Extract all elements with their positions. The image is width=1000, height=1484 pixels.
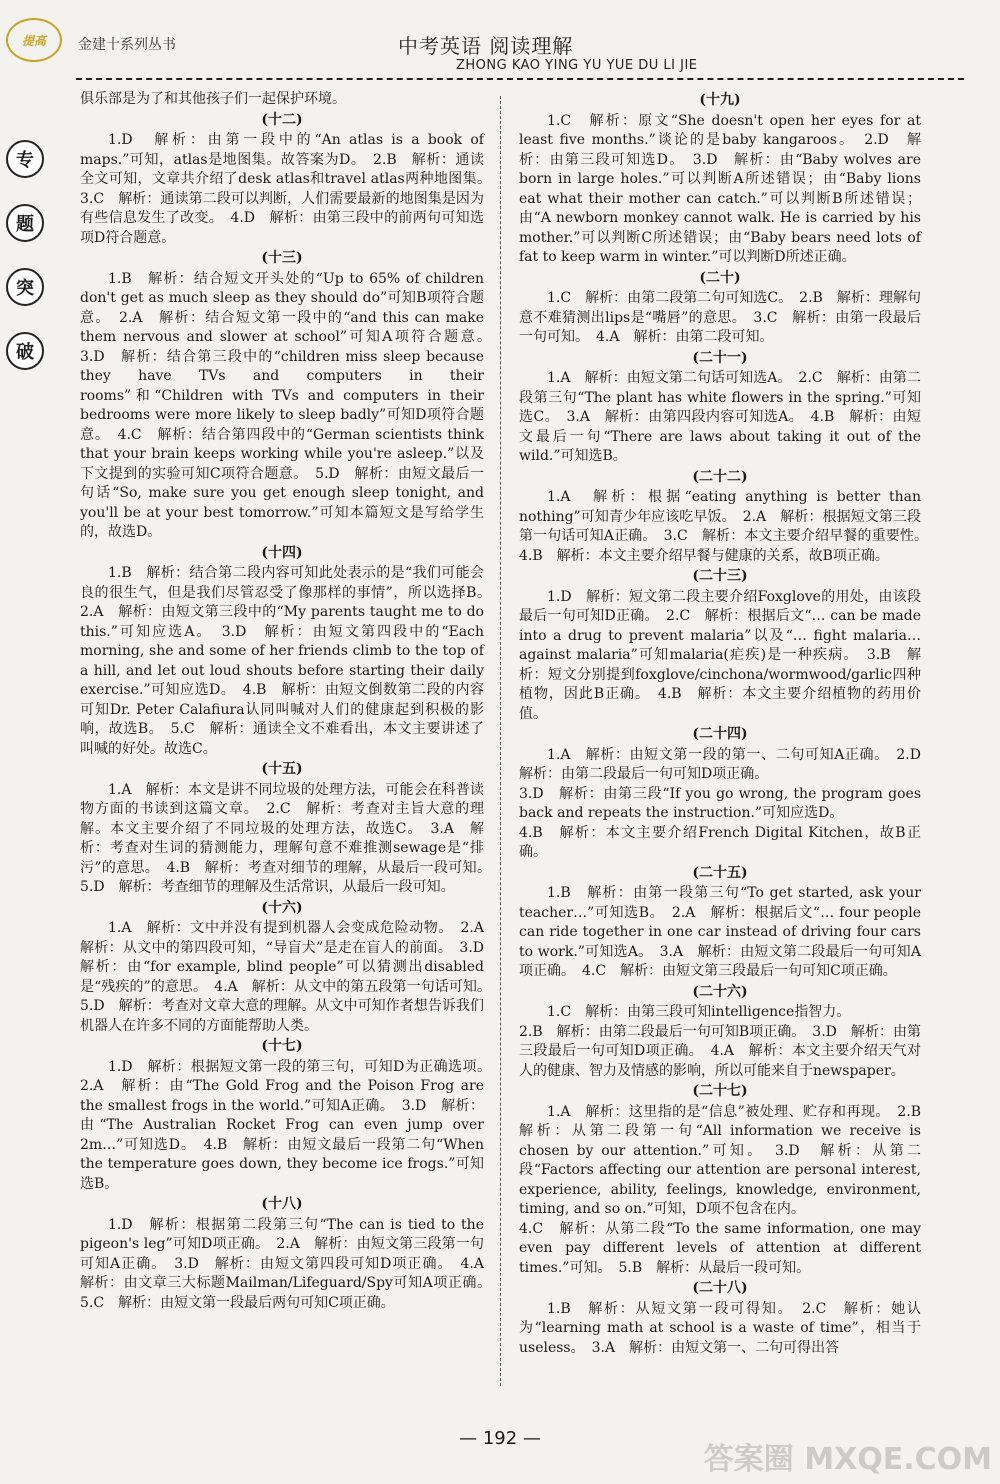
answer-paragraph: 1.C 解析：由第二段第二句可知选C。 2.B 解析：理解句意不难猜测出lips是“嘴唇”的意思。 3.C 解析：由第一段最后一句可知。 4.A 解析：由第二段可知。: [519, 290, 921, 345]
section-title: (二十): [699, 269, 741, 286]
section-title: (二十二): [692, 468, 748, 485]
column-divider: [500, 96, 501, 1386]
left-column: [80, 90, 498, 1313]
answer-paragraph: 1.A 解析：根据“eating anything is better than nothing”可知青少年应该吃早饭。 2.A 解析：根据短文第三段第一句话可知A正确。 3.C 解析：本文主要介绍早餐的重要性。 4.B 解析：本文主要介绍早餐与健康的关系，故B项正确。: [519, 489, 935, 564]
logo-text: 提高: [21, 33, 46, 48]
section-title: (十七): [261, 1038, 303, 1054]
header-rule: [76, 78, 964, 80]
section-title: (十三): [261, 250, 303, 266]
side-tab: 题: [6, 204, 44, 242]
section-title: (十五): [261, 761, 303, 777]
side-tab: 专: [6, 140, 44, 178]
section-title: (二十五): [692, 864, 748, 881]
answer-paragraph: 1.D 解析：由第一段中的“An atlas is a book of maps.”可知，atlas是地图集。故答案为D。 2.B 解析：通读全文可知，文章共介绍了desk atlas和travel atlas两种地图集。 3.C 解析：通读第二段可以判断，人们需要最新的地图集是因为有些信息发生了改变。 4.D 解析：由第三段中的前两句可知选项D符合题意。: [80, 132, 498, 246]
answer-paragraph: 1.A 解析：由短文第二句话可知选A。 2.C 解析：由第二段第三句“The plant has white flowers in the spring.”可知选C。 3.A 解析：由第四段内容可知选A。 4.B 解析：由短文最后一句“There are laws about taking it out of the wild.”可知选B。: [519, 370, 921, 464]
series-name: 金建十系列丛书: [78, 37, 176, 53]
section-title: (十二): [261, 111, 303, 128]
page-header: [0, 0, 1000, 88]
answer-paragraph: 1.D 解析：短文第二段主要介绍Foxglove的用处，由该段最后一句可知D正确。 2.C 解析：根据后文“… can be made into a drug to prevent malaria”以及“… fight malaria… against malaria”可知malaria(疟疾)是一种疾病。 3.B 解析：短文分别提到foxglove/cinchona/wormwood/garlic四种植物，因此B正确。 4.B 解析：本文主要介绍植物的药用价值。: [519, 588, 921, 722]
right-column: [519, 90, 935, 1358]
section-title: (十四): [261, 544, 303, 561]
answer-paragraph: 4.B 解析：本文主要介绍French Digital Kitchen，故B正确。: [519, 824, 921, 860]
page-number: — 192 —: [459, 1428, 541, 1449]
section-title: (二十八): [692, 1280, 748, 1296]
section-title: (二十一): [692, 349, 748, 366]
answer-paragraph: 1.D 解析：根据短文第一段的第三句，可知D为正确选项。 2.A 解析：由“The Gold Frog and the Poison Frog are the smallest frogs in the world.”可知A正确。 3.D 解析：由“The Australian Rocket Frog can even jump over 2m…”可知选D。 4.B 解析：由短文最后一段第二句“When the temperature goes down, they become ice frogs.”可知选B。: [80, 1058, 498, 1192]
watermark: 答案圈 MXQE.COM: [703, 1442, 992, 1477]
answer-paragraph: 1.A 解析：文中并没有提到机器人会变成危险动物。 2.A 解析：从文中的第四段可知，“导盲犬”是走在盲人的前面。 3.D 解析：由“for example, blind people”可以猜测出disabled是“残疾的”的意思。 4.A 解析：从文中的第五段第一句话可知。 5.D 解析：考查对文章大意的理解。从文中可知作者想告诉我们机器人在许多不同的方面能帮助人类。: [80, 920, 498, 1034]
book-title: 中考英语 阅读理解: [398, 34, 574, 58]
answer-paragraph: 2.B 解析：由第二段最后一句可知B项正确。 3.D 解析：由第三段最后一句可知D项正确。 4.A 解析：本文主要介绍天气对人的健康、智力及情感的影响，所以可能来自于newspaper。: [519, 1023, 921, 1079]
answer-paragraph: 1.C 解析：由第三段可知intelligence指智力。: [547, 1004, 851, 1020]
section-title: (二十六): [692, 983, 748, 1000]
answer-paragraph: 1.A 解析：本文是讲不同垃圾的处理方法，可能会在科普读物方面的书读到这篇文章。 2.C 解析：考查对主旨大意的理解。本文主要介绍了不同垃圾的处理方法，故选C。 3.A 解析：考查对生词的猜测能力，理解句意不难推测sewage是“排污”的意思。 4.B 解析：考查对细节的理解，从最后一段可知。 5.D 解析：考查细节的理解及生活常识，从最后一段可知。: [80, 781, 498, 895]
answer-paragraph: 3.D 解析：由第三段“If you go wrong, the program goes back and repeats the instruction.”可知应选D。: [519, 785, 921, 821]
series-logo: [6, 18, 62, 62]
answer-paragraph: 4.C 解析：从第二段“To the same information, one may even pay different levels of attention at different times.”可知。 5.B 解析：从最后一段可知。: [519, 1220, 921, 1276]
section-title: (二十四): [692, 726, 748, 742]
answer-paragraph: 1.B 解析：结合第二段内容可知此处表示的是“我们可能会良的很生气，但是我们尽管忍受了像那样的事情”，所以选择B。 2.A 解析：由短文第三段中的“My parents taught me to do this.”可知应选A。 3.D 解析：由短文第四段中的“Each morning, she and some of her friends climb to the top of a hill, and let out loud shouts before starting their daily exercise.”可知应选D。 4.B 解析：由短文倒数第二段的内容可知Dr. Peter Calafiura认同叫喊对人们的健康起到积极的影响，故选B。 5.C 解析：通读全文不难看出，本文主要讲述了叫喊的好处。故选C。: [80, 565, 498, 757]
book-title-pinyin: ZHONG KAO YING YU YUE DU LI JIE: [456, 58, 698, 73]
answer-paragraph: 1.A 解析：由短文第一段的第一、二句可知A正确。 2.D 解析：由第二段最后一句可知D项正确。: [519, 746, 935, 782]
answer-paragraph: 1.B 解析：从短文第一段可得知。 2.C 解析：她认为“learning math at school is a waste of time”，相当于useless。 3.A 解析：由短文第一、二句可得出答: [519, 1300, 921, 1356]
section-title: (二十三): [692, 568, 748, 584]
side-tab: 破: [6, 332, 44, 370]
answer-paragraph: 俱乐部是为了和其他孩子们一起保护环境。: [80, 91, 346, 107]
answer-paragraph: 1.B 解析：由第一段第三句“To get started, ask your teacher…”可知选B。 2.A 解析：根据后文“… four people can ride together in one car instead of driving four cars to work.”可知选A。 3.A 解析：由短文第二段最后一句可知A项正确。 4.C 解析：由短文第三段最后一句可知C项正确。: [519, 885, 921, 979]
answer-paragraph: 1.D 解析：根据第二段第三句“The can is tied to the pigeon's leg”可知D项正确。 2.A 解析：由短文第三段第一句可知A正确。 3.D 解析：由短文第四段可知D项正确。 4.A 解析：由文章三大标题Mailman/Lifeguard/Spy可知A项正确。 5.C 解析：由短文第一段最后两句可知C项正确。: [80, 1216, 498, 1311]
section-title: (十九): [699, 92, 741, 108]
section-title: (二十七): [692, 1083, 748, 1099]
answer-paragraph: 1.B 解析：结合短文开头处的“Up to 65% of children don't get as much sleep as they should do”可知B项符合题意。 2.A 解析：结合短文第一段中的“and this can make them nervous and slower at school”可知A项符合题意。 3.D 解析：结合第三段中的“children miss sleep because they have TVs and computers in their rooms”和“Children with TVs and computers in their bedrooms were more likely to sleep badly”可知D项符合题意。 4.C 解析：结合第四段中的“German scientists think that your brain keeps working while you're asleep.”以及下文提到的实验可知C项符合题意。 5.D 解析：由短文最后一句话“So, make sure you get enough sleep tonight, and you'll be at your best tomorrow.”可知本篇短文是写给学生的，故选D。: [80, 270, 498, 540]
section-title: (十八): [261, 1196, 303, 1212]
side-tabs: [6, 140, 46, 396]
side-tab: 突: [6, 268, 44, 306]
answer-paragraph: 1.C 解析：原文“She doesn't open her eyes for at least five months.”谈论的是baby kangaroos。 2.D 解析：由第三段可知选D。 3.D 解析：由“Baby wolves are born in large holes.”可以判断A所述错误；由“Baby lions eat what their mother can catch.”可以判断B所述错误；由“A newborn monkey cannot walk. He is carried by his mother.”可以判断C所述错误；由“Baby bears need lots of fat to keep warm in winter.”可以判断D所述正确。: [519, 112, 921, 265]
section-title: (十六): [261, 899, 303, 916]
answer-paragraph: 1.A 解析：这里指的是“信息”被处理、贮存和再现。 2.B 解析：从第二段第一句“All information we receive is chosen by our attention.”可知。 3.D 解析：从第二段“Factors affecting our attention are personal interest, experience, ability, feelings, knowledge, environment, timing, and so on.”可知，D项不包含在内。: [519, 1103, 935, 1217]
